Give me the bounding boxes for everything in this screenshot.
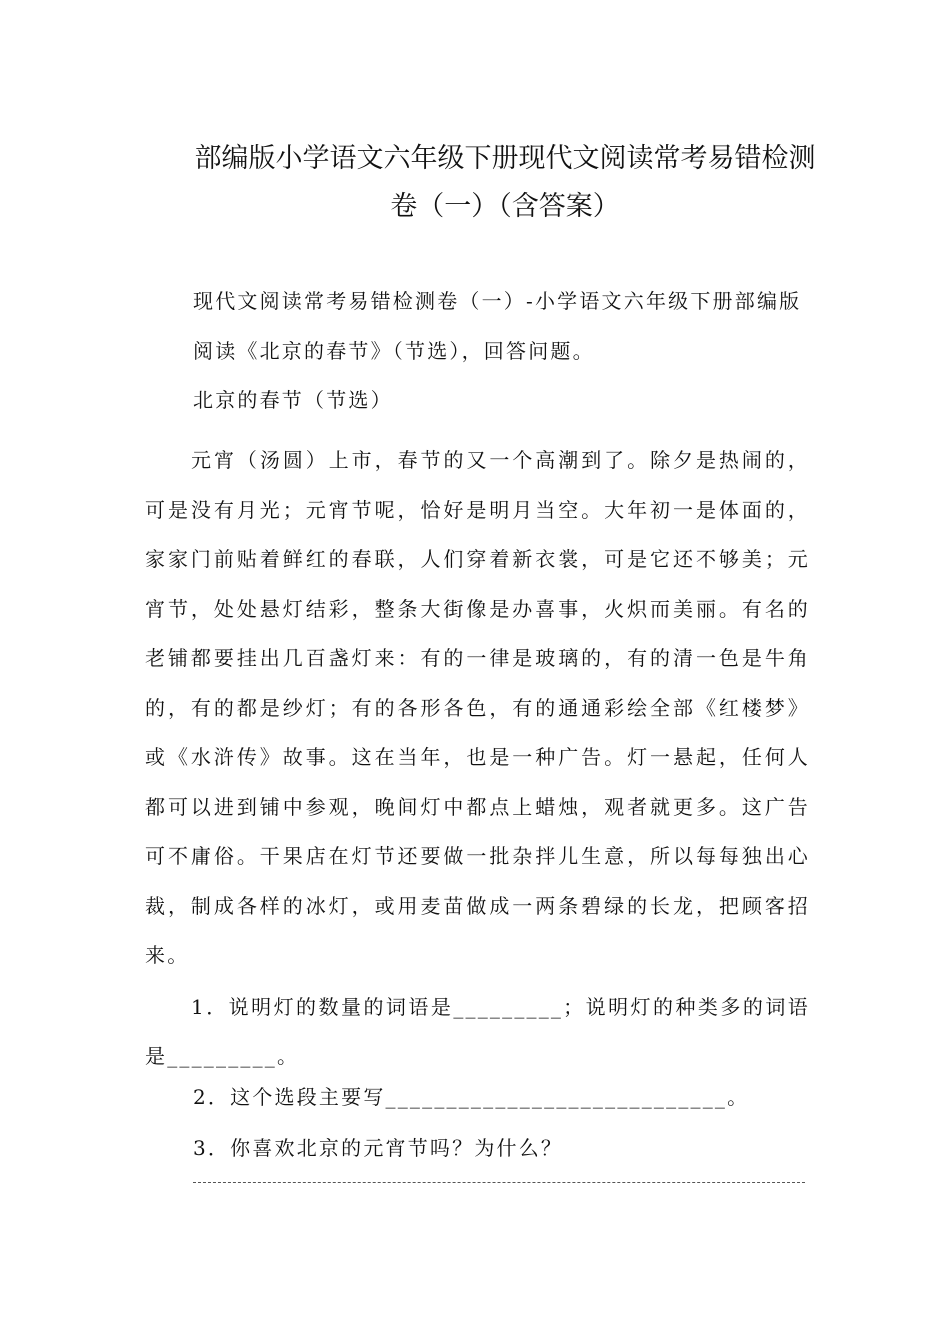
- reading-instruction: 阅读《北京的春节》（节选），回答问题。: [193, 339, 595, 363]
- document-title-line-1: 部编版小学语文六年级下册现代文阅读常考易错检测: [194, 143, 816, 174]
- passage-title: 北京的春节（节选）: [193, 388, 393, 412]
- question-3: 3．你喜欢北京的元宵节吗？为什么？: [193, 1136, 564, 1160]
- answer-blank-line: [193, 1182, 805, 1183]
- question-2: 2．这个选段主要写____________________________。: [193, 1085, 750, 1109]
- document-title-line-2: 卷（一）（含答案）: [390, 191, 620, 222]
- document-subtitle: 现代文阅读常考易错检测卷（一）-小学语文六年级下册部编版: [193, 289, 802, 313]
- passage-paragraph: 元宵（汤圆）上市，春节的又一个高潮到了。除夕是热闹的，可是没有月光；元宵节呢，恰好是明月当空。大年初一是体面的，家家门前贴着鲜红的春联，人们穿着新衣裳，可是它还不够美；元宵节，处处悬灯结彩，整条大街像是办喜事，火炽而美丽。有名的老铺都要挂出几百盏灯来：有的一律是玻璃的，有的清一色是牛角的，有的都是纱灯；有的各形各色，有的通通彩绘全部《红楼梦》或《水浒传》故事。这在当年，也是一种广告。灯一悬起，任何人都可以进到铺中参观，晚间灯中都点上蜡烛，观者就更多。这广告可不庸俗。干果店在灯节还要做一批杂拌儿生意，所以每每独出心裁，制成各样的冰灯，或用麦苗做成一两条碧绿的长龙，把顾客招来。: [145, 448, 810, 967]
- question-1: 1．说明灯的数量的词语是_________；说明灯的种类多的词语是_________。: [145, 995, 810, 1068]
